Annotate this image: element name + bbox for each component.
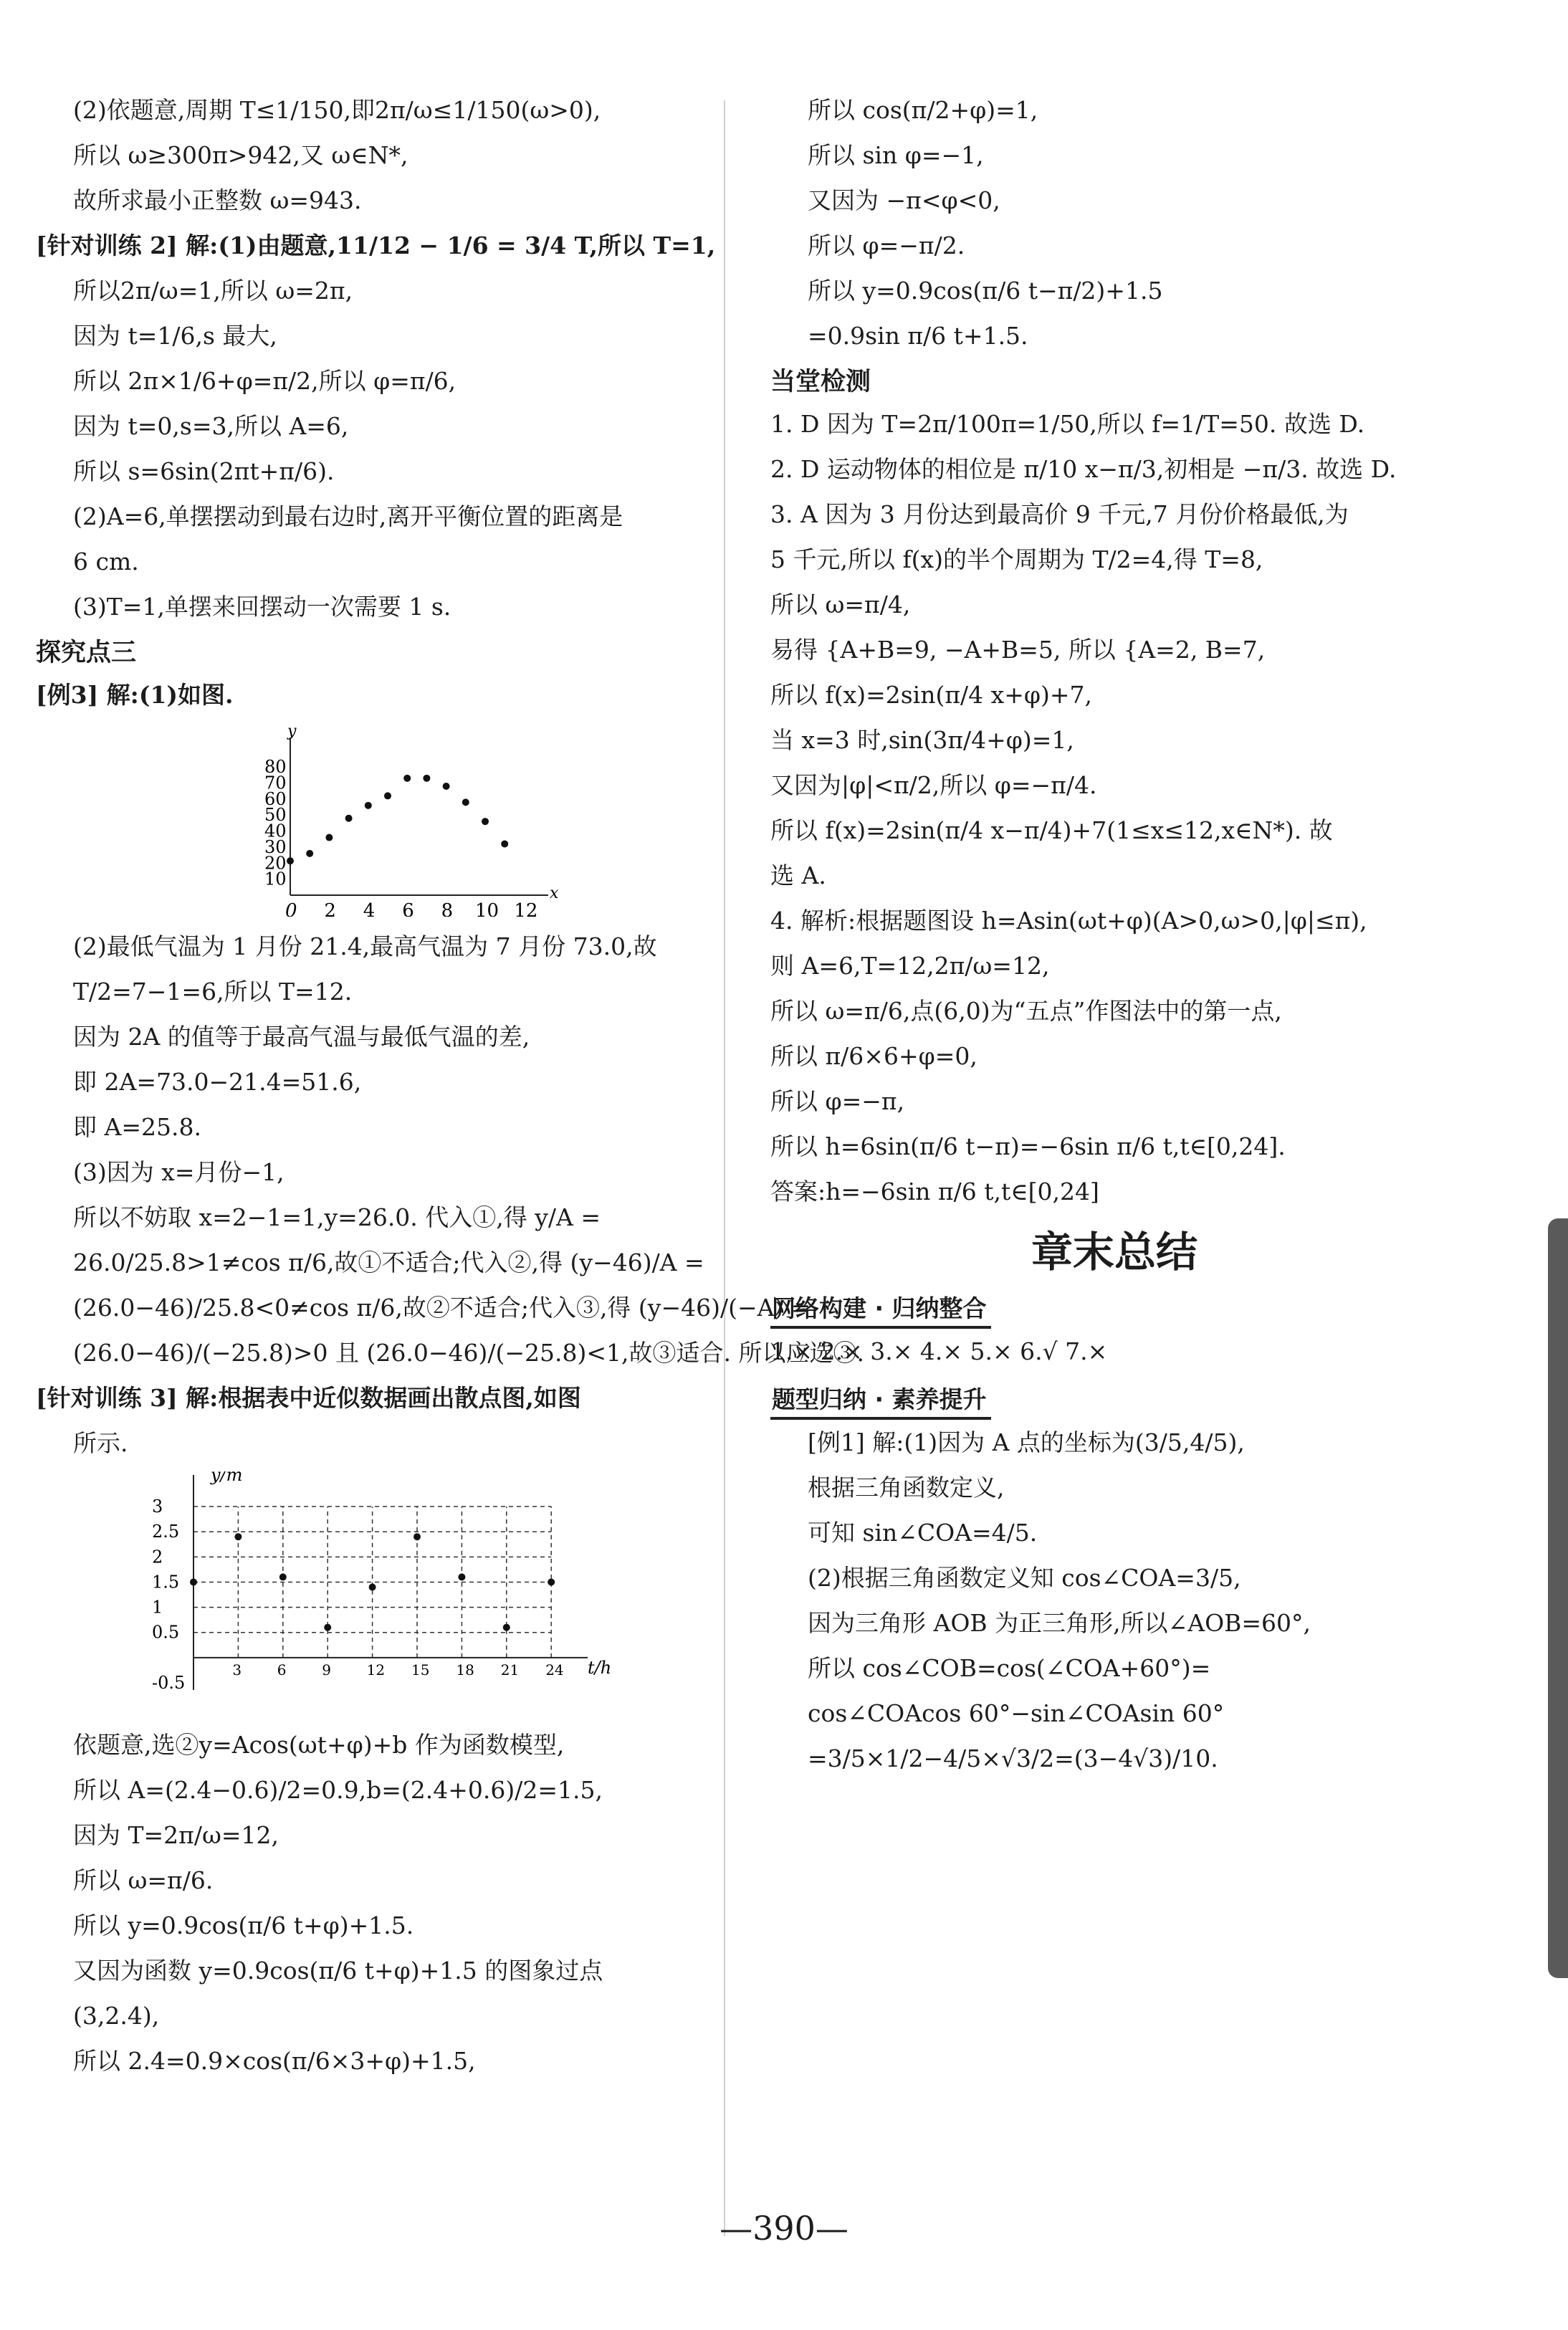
left-b-line-8: (26.0−46)/25.8<0≠cos π/6,故②不适合;代入③,得 (y−46)/(−A) = [73,1294,811,1322]
left-b-line-4: 即 A=25.8. [73,1113,201,1141]
left-a-line-1: 所以 ω≥300π>942,又 ω∈N*, [73,141,408,169]
left-a-line-9: (2)A=6,单摆摆动到最右边时,离开平衡位置的距离是 [73,502,623,530]
data-point [413,1533,421,1540]
example-1-line-0: [例1] 解:(1)因为 A 点的坐标为(3/5,4/5), [808,1428,1245,1456]
x-tick-label: 24 [545,1661,564,1679]
y-tick-label: -0.5 [152,1673,186,1693]
answer-line-2: 3. A 因为 3 月份达到最高价 9 千元,7 月份价格最低,为 [770,500,1349,528]
right-a-line-3: 所以 φ=−π/2. [808,231,965,259]
data-point [384,792,391,799]
data-point [190,1578,197,1585]
judgment-answers: 1.× 2.× 3.× 4.× 5.× 6.√ 7.× [770,1337,1108,1365]
temperature-scatter-chart [36,723,709,917]
x-tick-label: 21 [500,1661,520,1679]
page-edge-shadow [1548,1218,1568,1978]
answer-line-0: 1. D 因为 T=2π/100π=1/50,所以 f=1/T=50. 故选 D. [770,410,1365,438]
x-tick-label: 6 [402,900,414,917]
y-tick-label: 40 [264,821,287,841]
left-a-line-10: 6 cm. [73,548,139,576]
answer-line-3: 5 千元,所以 f(x)的半个周期为 T/2=4,得 T=8, [770,545,1263,573]
x-axis-label: t/h [588,1657,612,1678]
right-column [770,93,1458,1787]
left-b-line-1: T/2=7−1=6,所以 T=12. [73,978,353,1006]
answer-line-4: 所以 ω=π/4, [770,591,911,619]
right-a-line-5: =0.9sin π/6 t+1.5. [808,322,1028,350]
right-lines-a [770,93,1458,353]
y-tick-label: 20 [264,853,287,874]
left-c-line-2: 因为 T=2π/ω=12, [73,1821,279,1849]
example-1-line-5: 所以 cos∠COB=cos(∠COA+60°)= [808,1654,1211,1682]
left-c-line-1: 所以 A=(2.4−0.6)/2=0.9,b=(2.4+0.6)/2=1.5, [73,1776,603,1804]
data-point [443,783,450,790]
left-c-line-5: 又因为函数 y=0.9cos(π/6 t+φ)+1.5 的图象过点 [73,1957,603,1985]
y-tick-label: 50 [264,805,287,826]
x-tick-label: 9 [322,1661,331,1679]
left-b-line-2: 因为 2A 的值等于最高气温与最低气温的差, [73,1023,530,1051]
right-a-line-2: 又因为 −π<φ<0, [808,186,1000,214]
tide-chart-wrap [36,1471,709,1718]
answer-line-14: 所以 π/6×6+φ=0, [770,1042,977,1070]
y-tick-label: 1 [152,1597,163,1618]
example-1-line-1: 根据三角函数定义, [808,1474,1005,1501]
band-network: 网络构建 · 归纳整合 [770,1293,991,1329]
answer-line-15: 所以 φ=−π, [770,1087,905,1115]
data-point [403,775,411,782]
left-a-line-11: (3)T=1,单摆来回摆动一次需要 1 s. [73,593,451,621]
x-tick-label: 12 [366,1661,386,1679]
y-tick-label: 0.5 [152,1622,180,1643]
left-a-line-6: 所以 2π×1/6+φ=π/2,所以 φ=π/6, [73,367,456,395]
band-types: 题型归纳 · 素养提升 [770,1384,991,1420]
data-point [279,1573,287,1580]
training-3-heading: [针对训练 3] 解:根据表中近似数据画出散点图,如图 [36,1384,581,1412]
right-a-line-1: 所以 sin φ=−1, [808,141,984,169]
y-tick-label: 1.5 [152,1572,180,1593]
x-tick-label: 2 [324,900,336,917]
x-axis-label: x [550,884,559,902]
data-point [501,840,508,847]
y-tick-label: 3 [152,1496,163,1517]
answer-line-1: 2. D 运动物体的相位是 π/10 x−π/3,初相是 −π/3. 故选 D. [770,455,1397,483]
x-tick-label: 15 [411,1661,430,1679]
example-1-line-2: 可知 sin∠COA=4/5. [808,1519,1038,1547]
y-axis-label: y [287,723,297,740]
left-b-line-6: 所以不妨取 x=2−1=1,y=26.0. 代入①,得 y/A = [73,1203,601,1231]
answer-line-9: 所以 f(x)=2sin(π/4 x−π/4)+7(1≤x≤12,x∈N*). 故 [770,816,1333,844]
data-point [369,1583,376,1590]
chapter-title: 章末总结 [1031,1228,1197,1276]
data-point [462,798,469,806]
left-c-line-3: 所以 ω=π/6. [73,1866,214,1894]
data-point [345,815,353,822]
left-c-line-0: 依题意,选②y=Acos(ωt+φ)+b 作为函数模型, [73,1731,565,1759]
answer-line-12: 则 A=6,T=12,2π/ω=12, [770,952,1050,980]
data-point [287,857,294,864]
left-c-line-6: (3,2.4), [73,2002,160,2030]
y-tick-label: 70 [264,773,287,793]
x-tick-label: 6 [277,1661,287,1679]
data-point [325,834,333,841]
answer-line-7: 当 x=3 时,sin(3π/4+φ)=1, [770,726,1074,754]
answers-list [770,407,1458,1208]
x-tick-label: 12 [514,900,538,917]
left-b-line-0: (2)最低气温为 1 月份 21.4,最高气温为 7 月份 73.0,故 [73,932,657,960]
example-1-line-3: (2)根据三角函数定义知 cos∠COA=3/5, [808,1564,1241,1592]
x-tick-label: 0 [285,900,297,917]
example-1-line-7: =3/5×1/2−4/5×√3/2=(3−4√3)/10. [808,1744,1218,1772]
data-point [423,775,430,782]
x-tick-label: 4 [363,900,376,917]
training-3-heading-cont: 所示. [73,1429,128,1457]
answer-line-8: 又因为|φ|<π/2,所以 φ=−π/4. [770,771,1097,799]
page-number: —390— [720,2209,848,2248]
example-1-line-4: 因为三角形 AOB 为正三角形,所以∠AOB=60°, [808,1609,1311,1637]
left-a-line-0: (2)依题意,周期 T≤1/150,即2π/ω≤1/150(ω>0), [73,96,601,124]
data-point [458,1573,465,1580]
answer-line-5: 易得 {A+B=9, −A+B=5, 所以 {A=2, B=7, [770,636,1266,664]
example-1-lines [770,1426,1458,1775]
left-lines-c [36,1728,709,2078]
y-tick-label: 80 [264,757,287,778]
left-b-line-9: (26.0−46)/(−25.8)>0 且 (26.0−46)/(−25.8)<1,故③适合. 所以应选③. [73,1339,864,1367]
example-1-line-6: cos∠COAcos 60°−sin∠COAsin 60° [808,1699,1225,1727]
column-divider [724,100,725,2236]
tide-scatter-chart [36,1471,709,1715]
x-tick-label: 10 [475,900,499,917]
y-tick-label: 60 [264,788,287,809]
y-tick-label: 10 [264,869,287,889]
left-a-line-2: 故所求最小正整数 ω=943. [73,186,362,214]
data-point [482,818,489,825]
data-point [324,1624,331,1631]
right-a-line-4: 所以 y=0.9cos(π/6 t−π/2)+1.5 [808,277,1163,305]
check-title: 当堂检测 [770,368,871,396]
temperature-chart-wrap [36,723,709,920]
x-tick-label: 8 [441,900,454,917]
left-lines-a [36,93,716,624]
data-point [306,850,313,857]
x-tick-label: 3 [232,1661,242,1679]
answer-line-13: 所以 ω=π/6,点(6,0)为“五点”作图法中的第一点, [770,997,1282,1025]
data-point [503,1624,510,1631]
left-a-line-3: [针对训练 2] 解:(1)由题意,11/12 − 1/6 = 3/4 T,所以 T=1, [36,231,716,259]
y-tick-label: 2.5 [152,1522,180,1542]
left-a-line-8: 所以 s=6sin(2πt+π/6). [73,457,335,485]
left-a-line-4: 所以2π/ω=1,所以 ω=2π, [73,277,353,305]
left-b-line-3: 即 2A=73.0−21.4=51.6, [73,1068,362,1096]
section-heading-3: 探究点三 [36,639,137,667]
y-tick-label: 2 [152,1547,163,1567]
answer-line-11: 4. 解析:根据题图设 h=Asin(ωt+φ)(A>0,ω>0,|φ|≤π), [770,907,1367,935]
right-a-line-0: 所以 cos(π/2+φ)=1, [808,96,1038,124]
example-3-heading: [例3] 解:(1)如图. [36,681,234,709]
left-c-line-4: 所以 y=0.9cos(π/6 t+φ)+1.5. [73,1911,414,1939]
left-c-line-7: 所以 2.4=0.9×cos(π/6×3+φ)+1.5, [73,2047,476,2075]
left-a-line-5: 因为 t=1/6,s 最大, [73,322,277,350]
left-b-line-5: (3)因为 x=月份−1, [73,1158,285,1186]
data-point [234,1533,242,1540]
answer-line-6: 所以 f(x)=2sin(π/4 x+φ)+7, [770,681,1092,709]
left-b-line-7: 26.0/25.8>1≠cos π/6,故①不适合;代入②,得 (y−46)/A = [73,1248,704,1276]
y-tick-label: 30 [264,836,287,857]
answer-line-17: 答案:h=−6sin π/6 t,t∈[0,24] [770,1178,1099,1205]
answer-line-10: 选 A. [770,861,826,889]
left-a-line-7: 因为 t=0,s=3,所以 A=6, [73,412,349,440]
y-axis-label: y/m [211,1471,243,1485]
answer-line-16: 所以 h=6sin(π/6 t−π)=−6sin π/6 t,t∈[0,24]. [770,1132,1286,1160]
data-point [548,1578,555,1585]
x-tick-label: 18 [456,1661,474,1679]
data-point [365,802,372,809]
